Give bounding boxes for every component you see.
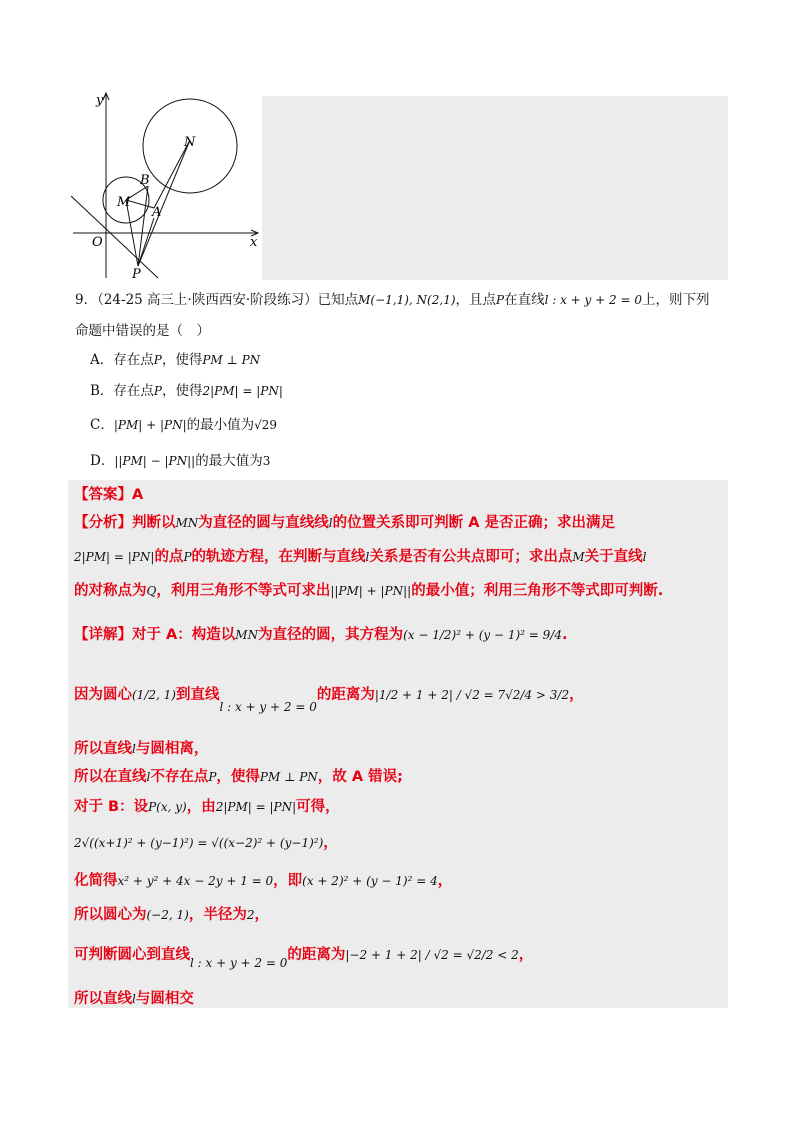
label-x: x <box>250 235 258 250</box>
question-stem: 9．（24-25 高三上·陕西西安·阶段练习）已知点M(−1,1), N(2,1)，且点P在直线l : x + y + 2 = 0上，则下列 <box>75 292 710 308</box>
label-a: A <box>152 205 162 220</box>
detail-line-3: 所以直线l与圆相离， <box>74 741 209 757</box>
label-n: N <box>184 135 196 150</box>
detail-line-8: 所以圆心为(−2, 1)，半径为2， <box>74 907 269 923</box>
detail-line-7: 化简得x² + y² + 4x − 2y + 1 = 0，即(x + 2)² + (y − 1)² = 4， <box>74 873 453 889</box>
image-placeholder <box>262 96 728 280</box>
detail-line-6: 2√((x+1)² + (y−1)²) = √((x−2)² + (y−1)²)， <box>74 835 338 851</box>
answer-line: 【答案】A <box>74 487 144 503</box>
option-c[interactable]: C．|PM| + |PN|的最小值为√29 <box>90 417 278 433</box>
detail-line-5: 对于 B：设P(x, y)，由2|PM| = |PN|可得， <box>74 799 340 815</box>
option-a[interactable]: A．存在点P，使得PM ⊥ PN <box>90 352 261 368</box>
label-p: P <box>132 267 141 280</box>
option-d[interactable]: D．||PM| − |PN||的最大值为3 <box>90 453 271 469</box>
analysis-line-1: 【分析】判断以MN为直径的圆与直线线l的位置关系即可判断 A 是否正确；求出满足 <box>74 515 615 531</box>
option-b[interactable]: B．存在点P，使得2|PM| = |PN| <box>90 383 283 399</box>
label-y: y <box>96 93 104 108</box>
geometry-figure <box>68 88 263 280</box>
detail-line-1: 【详解】对于 A：构造以MN为直径的圆，其方程为(x − 1/2)² + (y − 1)² = 9/4. <box>74 627 568 643</box>
label-b: B <box>140 173 150 188</box>
analysis-line-2: 2|PM| = |PN|的点P的轨迹方程，在判断与直线l关系是否有公共点即可；求出点M关于直线l <box>74 549 647 565</box>
detail-line-10: 所以直线l与圆相交 <box>74 991 194 1007</box>
detail-line-2: 因为圆心(1/2, 1)到直线$_{l : x + y + 2 = 0}$的距离为|1/2 + 1 + 2| / √2 = 7√2/4 > 3/2， <box>74 687 584 714</box>
question-stem-line2: 命题中错误的是（ ） <box>75 323 210 339</box>
detail-line-4: 所以在直线l不存在点P，使得PM ⊥ PN，故 A 错误; <box>74 769 403 785</box>
analysis-line-3: 的对称点为Q，利用三角形不等式可求出||PM| + |PN||的最小值；利用三角形不等式即可判断. <box>74 583 664 599</box>
detail-line-9: 可判断圆心到直线$_{l : x + y + 2 = 0}$的距离为|−2 + 1 + 2| / √2 = √2/2 < 2， <box>74 947 534 970</box>
label-m: M <box>117 195 131 210</box>
label-o: O <box>92 235 103 250</box>
